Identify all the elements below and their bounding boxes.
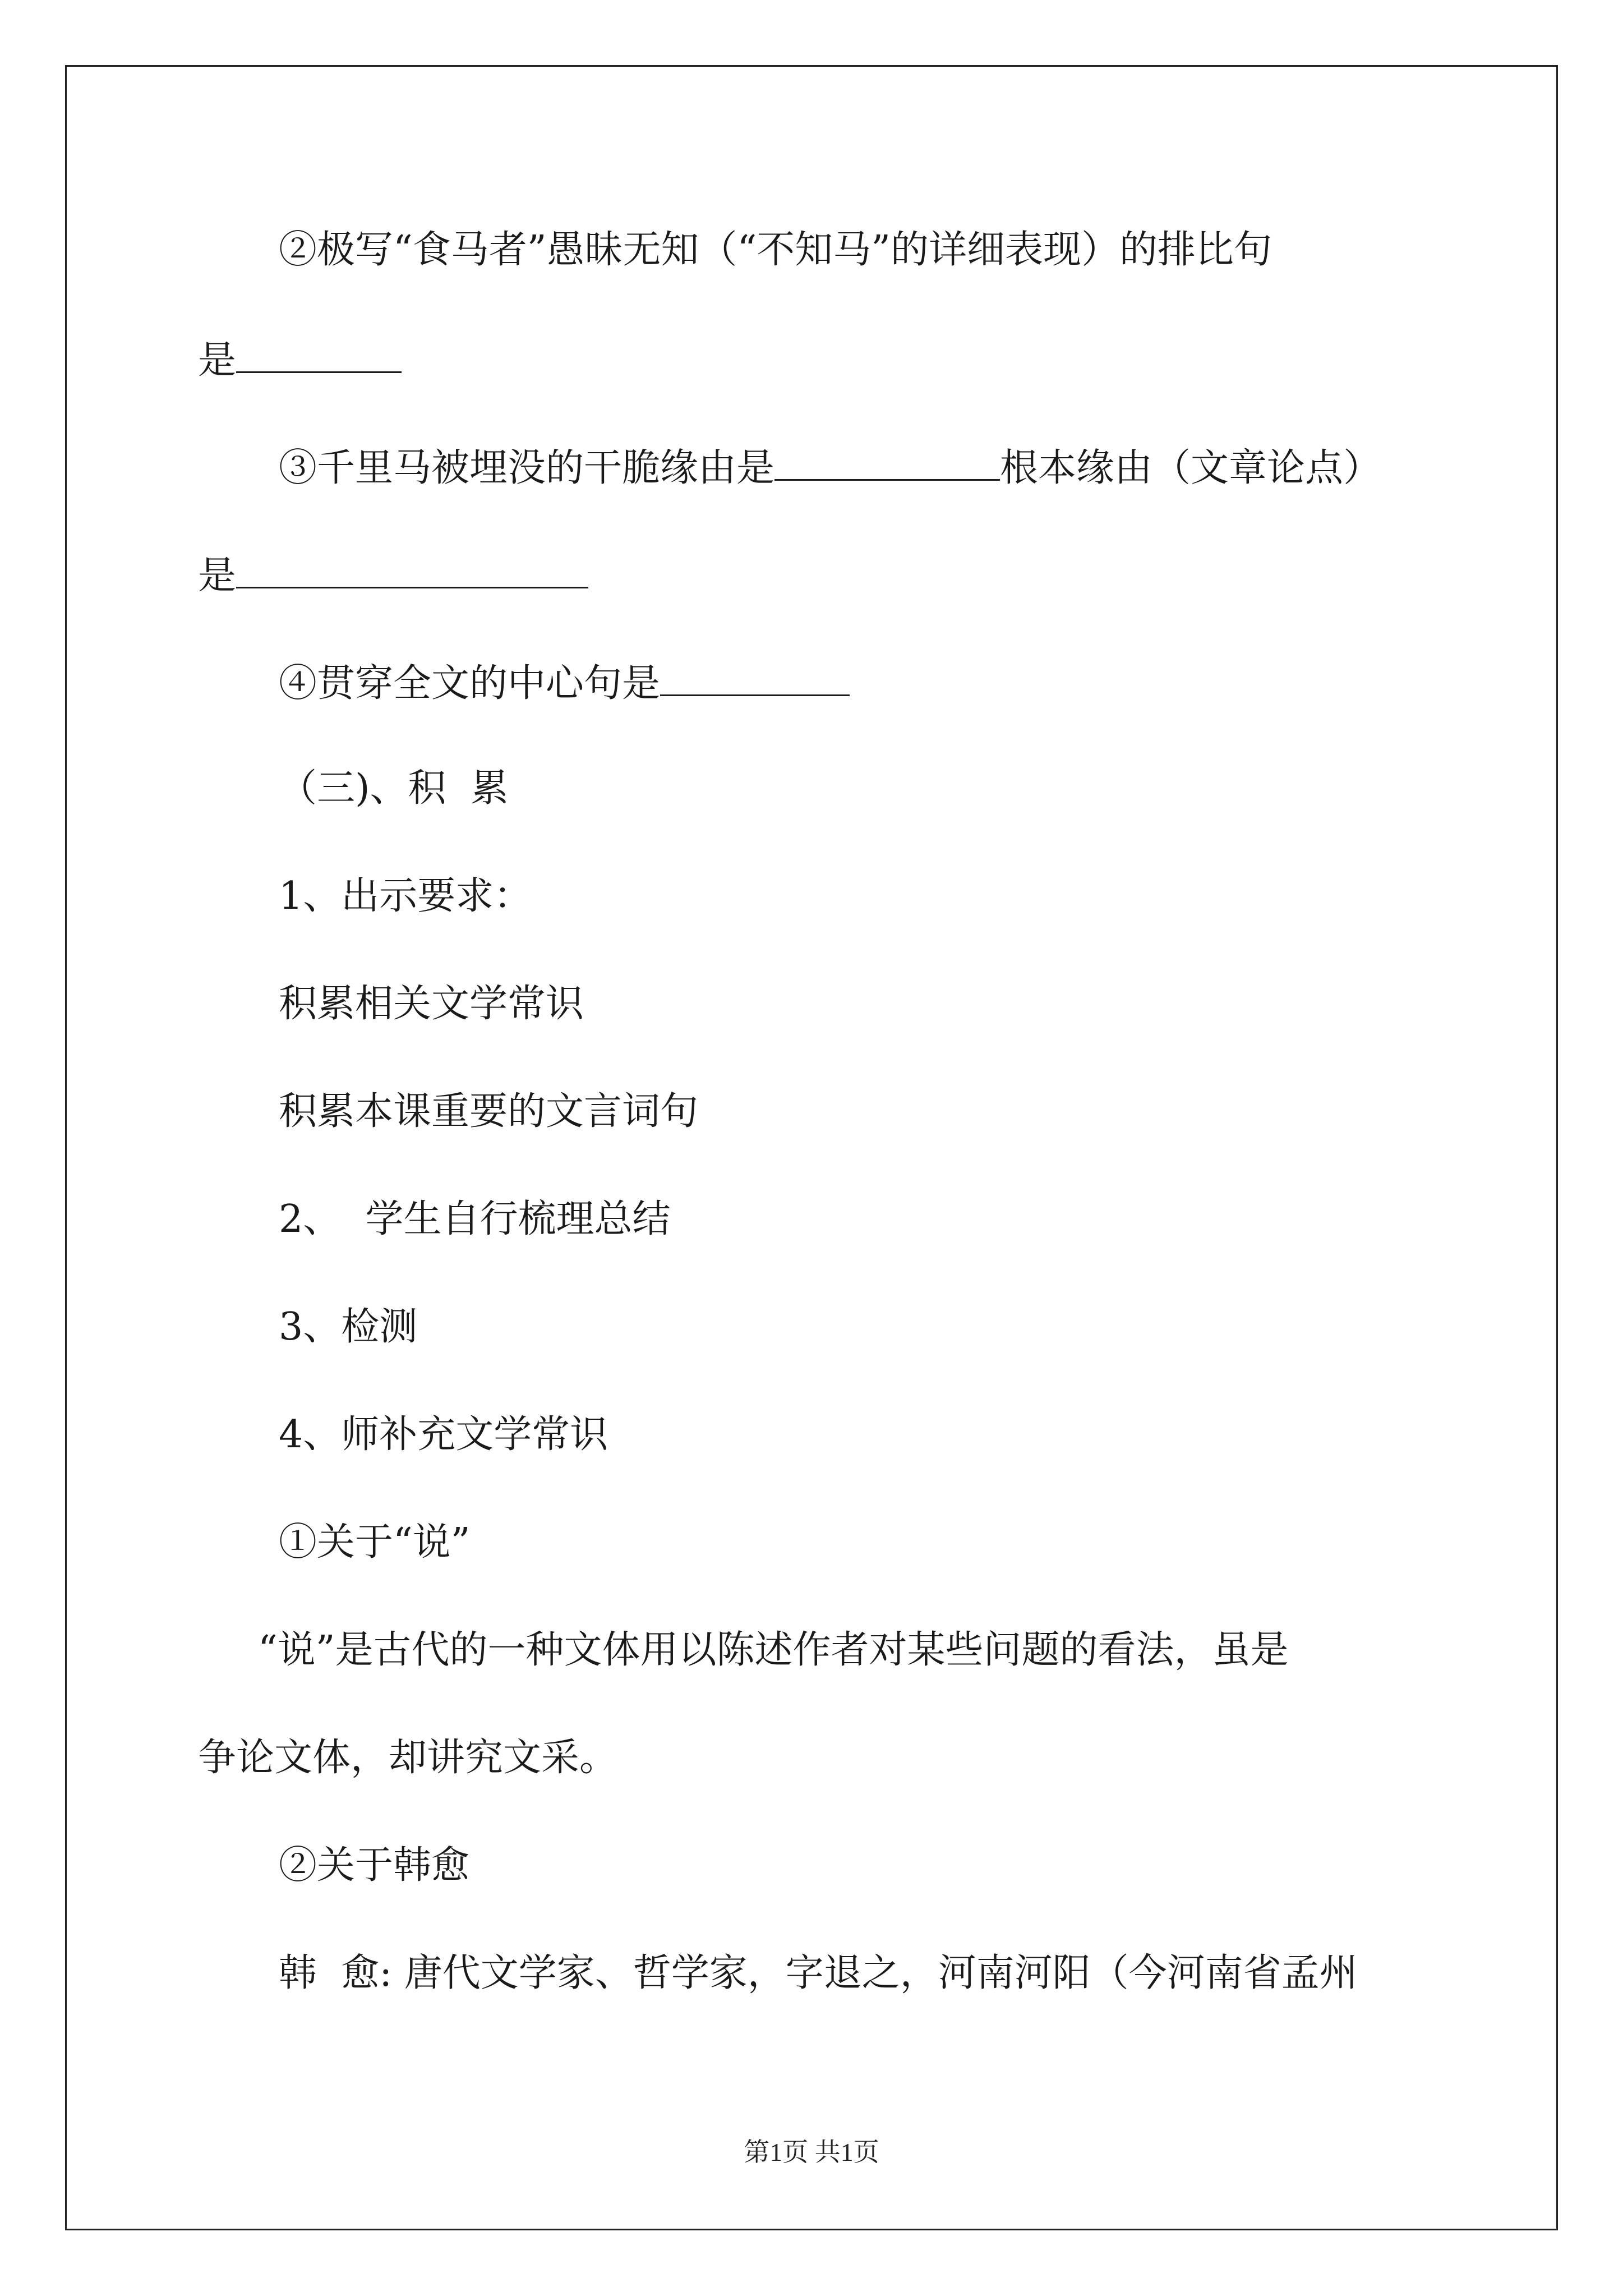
text-line-3 bbox=[279, 446, 1382, 490]
fill-blank bbox=[774, 447, 1000, 481]
fill-blank bbox=[236, 554, 588, 588]
line-text: 是 bbox=[198, 554, 237, 598]
text-line-9: 积累本课重要的文言词句 bbox=[279, 1089, 699, 1134]
line-text: ④贯穿全文的中心句是 bbox=[279, 661, 661, 706]
text-line-7: 1、出示要求： bbox=[279, 874, 532, 918]
fill-blank bbox=[660, 662, 850, 696]
line-text: 根本缘由（文章论点） bbox=[1000, 446, 1382, 490]
text-line-5 bbox=[279, 661, 850, 706]
text-line-10: 2、 学生自行梳理总结 bbox=[279, 1197, 671, 1241]
section-heading: （三)、积 累 bbox=[279, 766, 509, 811]
text-line-12: 4、师补充文学常识 bbox=[279, 1412, 608, 1457]
line-text: 是 bbox=[198, 338, 237, 383]
text-line-17: 韩 愈: 唐代文学家、哲学家，字退之，河南河阳（今河南省孟州 bbox=[279, 1951, 1358, 1995]
text-line-1: ②极写“食马者”愚昧无知（“不知马”的详细表现）的排比句 bbox=[279, 228, 1272, 272]
text-line-13: ①关于“说” bbox=[279, 1520, 471, 1565]
text-line-11: 3、检测 bbox=[279, 1305, 418, 1349]
text-line-14: “说”是古代的一种文体用以陈述作者对某些问题的看法，虽是 bbox=[258, 1628, 1289, 1672]
text-line-8: 积累相关文学常识 bbox=[279, 982, 584, 1026]
text-line-4 bbox=[198, 554, 588, 598]
line-text: ③千里马被埋没的干脆缘由是 bbox=[279, 446, 775, 490]
fill-blank bbox=[236, 339, 402, 373]
text-line-16: ②关于韩愈 bbox=[279, 1843, 470, 1888]
text-line-15: 争论文体，却讲究文采。 bbox=[198, 1736, 618, 1780]
text-line-2 bbox=[198, 338, 402, 383]
page-footer: 第1页 共1页 bbox=[744, 2138, 879, 2166]
